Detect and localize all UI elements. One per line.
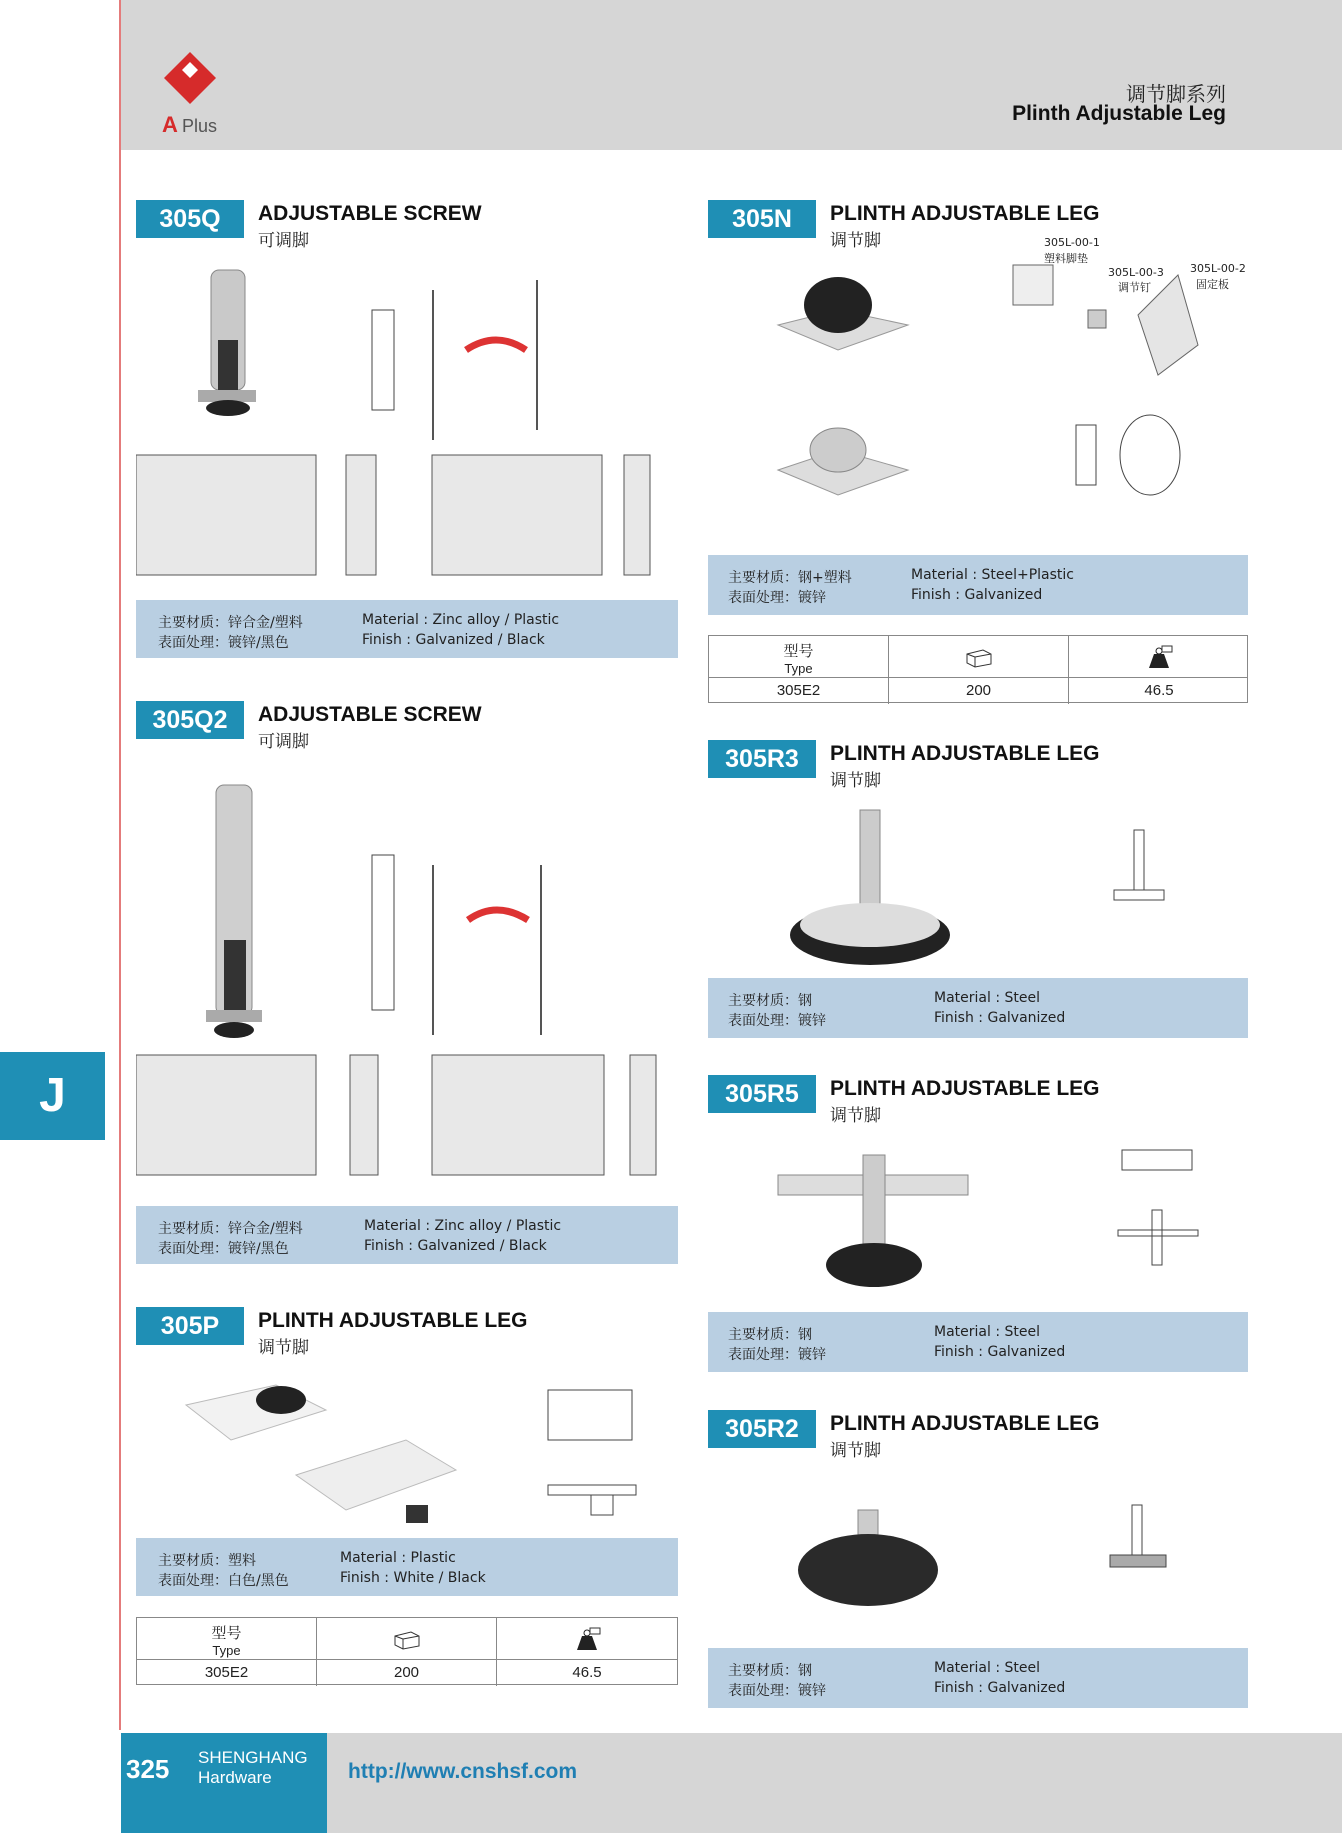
page-header [121, 0, 1342, 150]
title-en-305n: PLINTH ADJUSTABLE LEG [830, 202, 1100, 225]
table-row [709, 678, 1247, 704]
title-cn-305q: 可调脚 [258, 231, 309, 251]
diagram-305r5 [708, 1125, 1248, 1305]
title-cn-305p: 调节脚 [258, 1338, 309, 1358]
material-bar-305r2 [708, 1648, 1248, 1708]
product-code-305q: 305Q [136, 200, 244, 238]
material-en-305q: Material : Zinc alloy / Plastic [362, 612, 560, 628]
part1-name: 塑料脚垫 [1044, 252, 1088, 265]
product-code-305r2: 305R2 [708, 1410, 816, 1448]
material-bar-305r5 [708, 1312, 1248, 1372]
box-icon-cell [889, 636, 1069, 677]
material-en-305p: Material : Plastic [340, 1550, 456, 1566]
material-en-305r5: Material : Steel [934, 1324, 1040, 1340]
model-cell: 305E2 [709, 678, 889, 704]
title-en-305r3: PLINTH ADJUSTABLE LEG [830, 742, 1100, 765]
left-rule [119, 0, 121, 1730]
table-row [137, 1660, 677, 1686]
material-bar-305n [708, 555, 1248, 615]
svg-text:Plus: Plus [182, 116, 218, 136]
material-en-305q2: Material : Zinc alloy / Plastic [364, 1218, 562, 1234]
title-cn-305q2: 可调脚 [258, 732, 309, 752]
part2-code: 305L-00-2 [1190, 262, 1246, 275]
material-en-305r3: Material : Steel [934, 990, 1040, 1006]
qty-cell: 200 [317, 1660, 497, 1686]
diagram-305r3 [708, 790, 1248, 970]
material-bar-305q [136, 600, 678, 658]
finish-cn-305r5: 表面处理：镀锌 [728, 1347, 826, 1363]
footer-url-link[interactable]: http://www.cnshsf.com [348, 1760, 578, 1783]
type-cn: 型号 [211, 1625, 242, 1642]
finish-cn-305q: 表面处理：镀锌/黑色 [158, 635, 289, 651]
spec-table-305p [136, 1617, 678, 1685]
product-code-305p: 305P [136, 1307, 244, 1345]
aplus-logo [160, 50, 250, 140]
finish-en-305r5: Finish : Galvanized [934, 1344, 1066, 1360]
finish-en-305p: Finish : White / Black [340, 1570, 486, 1586]
finish-cn-305p: 表面处理：白色/黑色 [158, 1573, 289, 1589]
spec-table-305n [708, 635, 1248, 703]
title-cn-305n: 调节脚 [830, 231, 881, 251]
model-cell: 305E2 [137, 1660, 317, 1686]
material-en-305n: Material : Steel+Plastic [911, 567, 1074, 583]
material-bar-305p [136, 1538, 678, 1596]
title-cn-305r3: 调节脚 [830, 771, 881, 791]
finish-cn-305q2: 表面处理：镀锌/黑色 [158, 1241, 289, 1257]
material-cn-305n: 主要材质：钢+塑料 [728, 570, 852, 586]
type-header-cell [709, 636, 889, 677]
material-cn-305p: 主要材质：塑料 [158, 1553, 256, 1569]
title-cn-305r2: 调节脚 [830, 1441, 881, 1461]
finish-en-305q: Finish : Galvanized / Black [362, 632, 545, 648]
header-title-en: Plinth Adjustable Leg [1012, 102, 1226, 125]
weight-icon [572, 1626, 602, 1652]
diagram-305q [136, 260, 676, 590]
header-title-cn: 调节脚系列 [1126, 82, 1226, 106]
weight-icon-cell [1069, 636, 1249, 677]
type-header-cell [137, 1618, 317, 1659]
table-header-row [709, 636, 1247, 678]
diagram-305r2 [708, 1465, 1248, 1635]
title-en-305q2: ADJUSTABLE SCREW [258, 703, 482, 726]
diagram-305p [136, 1365, 676, 1535]
material-bar-305q2 [136, 1206, 678, 1264]
finish-en-305r2: Finish : Galvanized [934, 1680, 1066, 1696]
product-code-305q2: 305Q2 [136, 701, 244, 739]
part1-code: 305L-00-1 [1044, 236, 1100, 249]
part3-code: 305L-00-3 [1108, 266, 1164, 279]
weight-icon-cell [497, 1618, 677, 1659]
type-cn: 型号 [783, 643, 814, 660]
diagram-305q2 [136, 760, 676, 1200]
finish-en-305r3: Finish : Galvanized [934, 1010, 1066, 1026]
finish-cn-305n: 表面处理：镀锌 [728, 590, 826, 606]
product-code-305r3: 305R3 [708, 740, 816, 778]
part3-name: 调节钉 [1118, 281, 1151, 294]
title-en-305r5: PLINTH ADJUSTABLE LEG [830, 1077, 1100, 1100]
finish-cn-305r3: 表面处理：镀锌 [728, 1013, 826, 1029]
title-cn-305r5: 调节脚 [830, 1106, 881, 1126]
finish-en-305q2: Finish : Galvanized / Black [364, 1238, 547, 1254]
title-en-305q: ADJUSTABLE SCREW [258, 202, 482, 225]
finish-en-305n: Finish : Galvanized [911, 587, 1043, 603]
title-en-305p: PLINTH ADJUSTABLE LEG [258, 1309, 528, 1332]
material-cn-305r5: 主要材质：钢 [728, 1327, 812, 1343]
finish-cn-305r2: 表面处理：镀锌 [728, 1683, 826, 1699]
weight-cell: 46.5 [572, 1664, 602, 1681]
box-icon [392, 1627, 422, 1651]
material-cn-305q: 主要材质：锌合金/塑料 [158, 615, 303, 631]
material-cn-305q2: 主要材质：锌合金/塑料 [158, 1221, 303, 1237]
footer-brand-line1: SHENGHANG [198, 1748, 308, 1767]
material-bar-305r3 [708, 978, 1248, 1038]
title-en-305r2: PLINTH ADJUSTABLE LEG [830, 1412, 1100, 1435]
weight-cell: 46.5 [1144, 682, 1174, 699]
diagram-305n [708, 235, 1248, 545]
page-number: 325 [126, 1754, 170, 1784]
svg-text:A: A [162, 112, 178, 137]
product-code-305n: 305N [708, 200, 816, 238]
material-cn-305r2: 主要材质：钢 [728, 1663, 812, 1679]
part2-name: 固定板 [1196, 278, 1229, 291]
qty-cell: 200 [889, 678, 1069, 704]
type-en: Type [784, 661, 813, 676]
material-cn-305r3: 主要材质：钢 [728, 993, 812, 1009]
material-en-305r2: Material : Steel [934, 1660, 1040, 1676]
footer-brand-line2: Hardware [198, 1768, 272, 1787]
section-tab: J [0, 1052, 105, 1140]
type-en: Type [212, 1643, 241, 1658]
box-icon-cell [317, 1618, 497, 1659]
weight-icon [1144, 644, 1174, 670]
box-icon [964, 645, 994, 669]
product-code-305r5: 305R5 [708, 1075, 816, 1113]
table-header-row [137, 1618, 677, 1660]
